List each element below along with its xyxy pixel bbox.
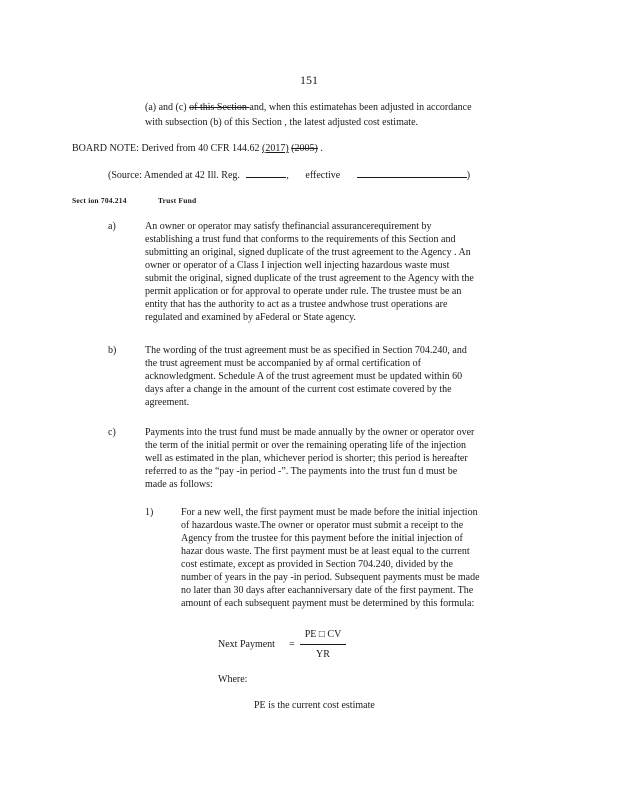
item-c-marker: c) [108,427,116,438]
item-c-line: the term of the initial permit or over the remaining operating life of the injection [145,440,467,451]
item-b-line: The wording of the trust agreement must be as specified in Section 704.240, and [145,345,467,356]
where-label: Where: [218,674,248,685]
item-a-line: regulated and examined by aFederal or State agency. [145,312,356,323]
item-c-paragraph [145,426,474,491]
item-a-marker: a) [108,221,116,232]
board-note [72,142,323,155]
item-b-line: the trust agreement must be accompanied by af ormal certification of [145,358,422,369]
formula-numerator: PE □ CV [304,629,342,640]
source-line [108,168,470,182]
board-note-end: . [317,143,323,154]
formula-lhs: Next Payment [218,639,275,650]
item-a-line: establishing a trust fund that conforms to the requirements of this Section and [145,234,456,245]
board-note-deleted-year: (2005) [291,143,318,154]
item-a-line: An owner or operator may satisfy thefinancial assurancerequirement by [145,221,432,232]
sub-item-1-marker: 1) [145,507,154,518]
item-c-line: Payments into the trust fund must be made annually by the owner or operator over [145,427,475,438]
item-b-paragraph [145,344,467,409]
sub-item-line: no later than 30 days after eachanniversary date of the first payment. The [181,585,474,596]
formula-equals: = [289,639,295,650]
item-a-line: owner or operator of a Class I injection well injecting hazardous waste must [145,260,450,271]
item-a-line: permit application or for approval to operate under rule. The trustee must be an [145,286,462,297]
effective-date-blank [357,168,467,178]
page-number: 151 [300,73,318,87]
sub-item-line: hazar dous waste. The first payment must be at least equal to the current [181,546,470,557]
sub-item-line: number of years in the pay -in period. Subsequent payments must be made [181,572,480,583]
intro-line-2: with subsection (b) of this Section , the latest adjusted cost estimate. [145,117,419,128]
sub-item-line: cost estimate, except as provided in Section 704.240, divided by the [181,559,453,570]
formula-fraction [300,628,346,661]
item-b-marker: b) [108,345,117,356]
intro-line-1 [145,101,472,114]
intro-struck-text: of this Section [189,102,250,113]
item-a-line: submit the original, signed duplicate of the trust agreement to the Agency with the [145,273,474,284]
intro-text-a: (a) and (c) [145,102,190,113]
board-note-added-year: (2017) [262,143,289,154]
item-b-line: days after a change in the amount of the current cost estimate covered by the [145,384,452,395]
source-text: (Source: Amended at 42 Ill. Reg. [108,170,240,181]
source-close: ) [466,170,471,181]
sub-item-line: For a new well, the first payment must be made before the initial injection [181,507,478,518]
item-c-line: referred to as the “pay -in period -”. The payments into the trust fun d must be [145,466,458,477]
section-number: Sect ion 704.214 [72,196,127,205]
section-title: Trust Fund [158,196,197,205]
pe-definition: PE is the current cost estimate [254,700,375,711]
sub-item-1-paragraph [181,506,480,610]
item-c-line: well as estimated in the plan, whichever period is shorter; this period is hereafter [145,453,468,464]
item-b-line: agreement. [145,397,190,408]
item-a-line: submitting an original, signed duplicate of the trust agreement to the Agency . An [145,247,471,258]
sub-item-line: of hazardous waste.The owner or operator must submit a receipt to the [181,520,464,531]
source-effective: effective [305,170,341,181]
item-b-line: acknowledgment. Schedule A of the trust agreement must be updated within 60 [145,371,463,382]
reg-page-blank [246,168,286,178]
sub-item-line: amount of each subsequent payment must be determined by this formula: [181,598,475,609]
board-note-lead: BOARD NOTE: Derived from 40 CFR 144.62 [72,143,262,154]
item-a-line: entity that has the authority to act as a trustee andwhose trust operations are [145,299,448,310]
item-c-line: made as follows: [145,479,213,490]
formula-denominator: YR [300,644,346,661]
source-comma: , [286,170,289,181]
item-a-paragraph [145,220,474,324]
intro-text-b: and, when this estimatehas been adjusted in accordance [249,102,472,113]
sub-item-line: Agency from the trustee for this payment before the initial injection of [181,533,463,544]
